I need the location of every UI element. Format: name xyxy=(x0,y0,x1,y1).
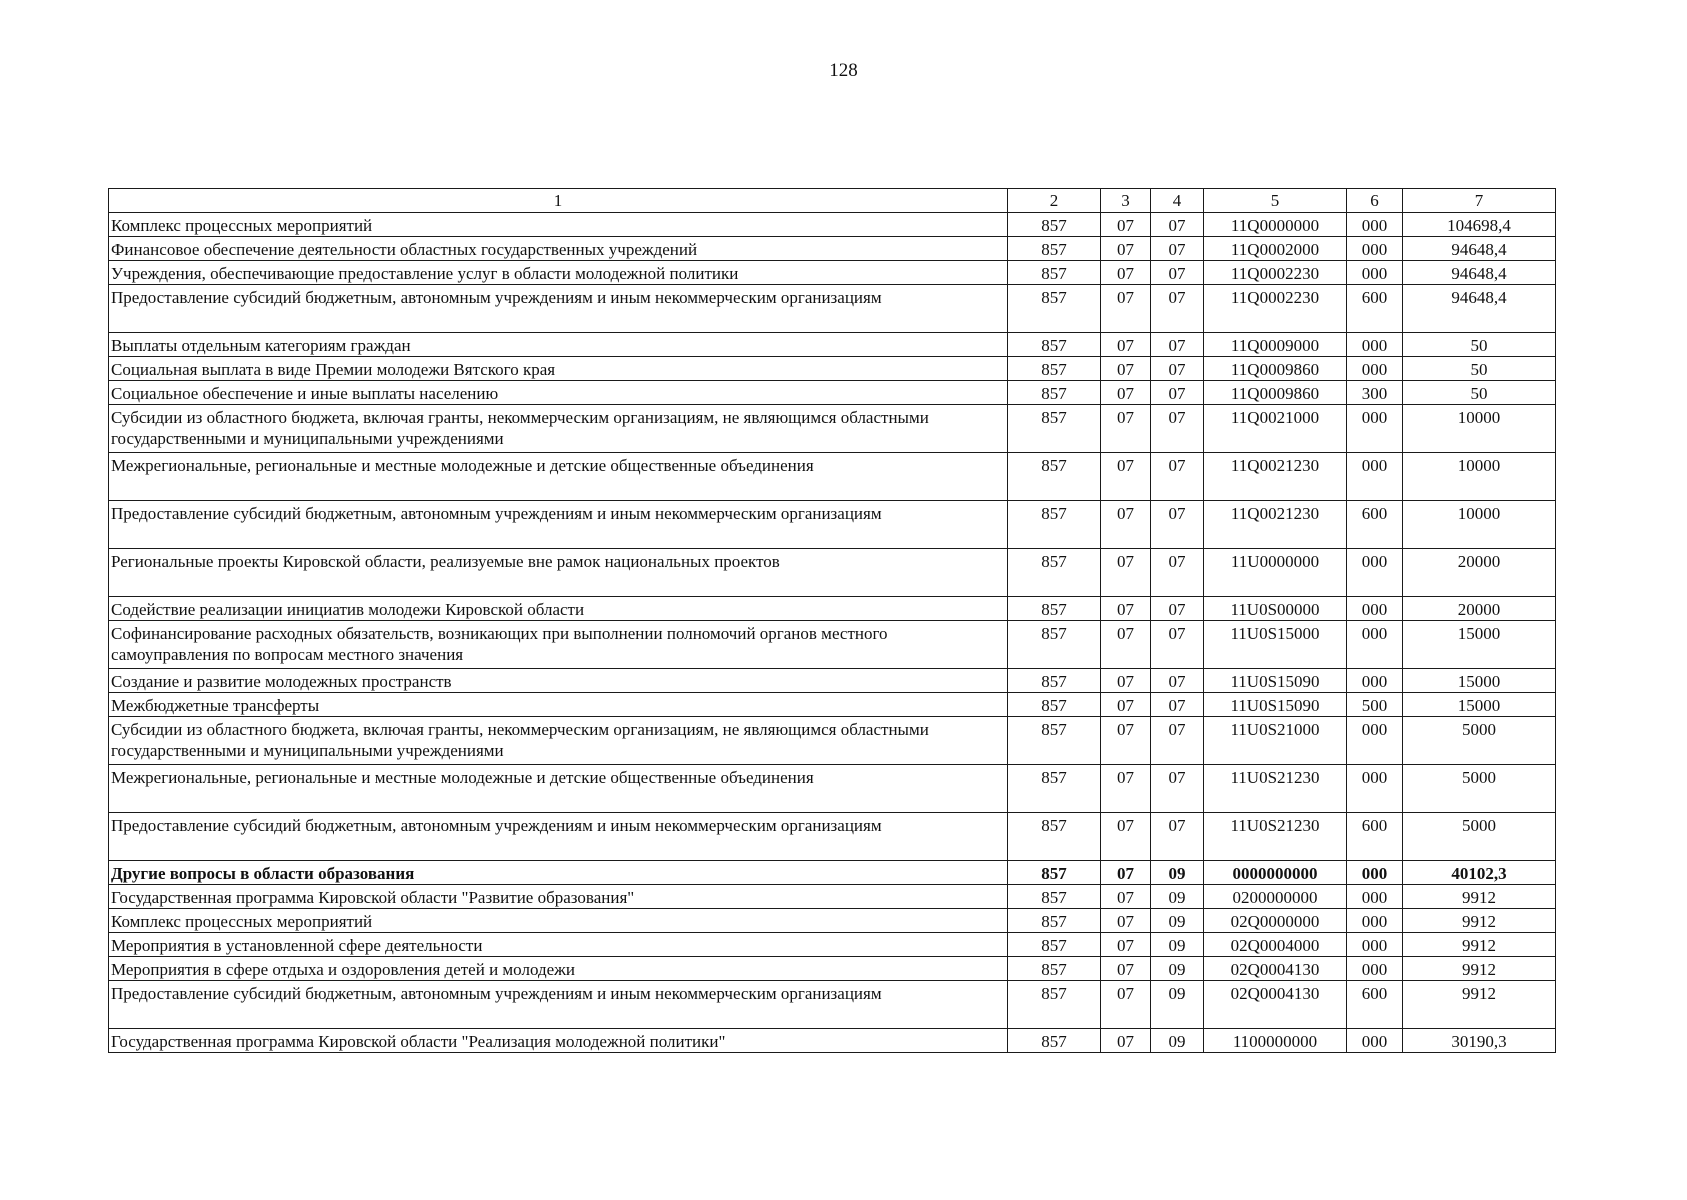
section-cell: 07 xyxy=(1101,765,1151,813)
subsection-cell: 07 xyxy=(1151,285,1204,333)
owner-code-cell: 857 xyxy=(1008,933,1101,957)
owner-code-cell: 857 xyxy=(1008,501,1101,549)
owner-code-cell: 857 xyxy=(1008,285,1101,333)
subsection-cell: 07 xyxy=(1151,669,1204,693)
section-cell: 07 xyxy=(1101,957,1151,981)
table-row xyxy=(109,813,1556,861)
row-name-cell: Социальная выплата в виде Премии молодежи Вятского края xyxy=(109,357,1008,381)
table-row xyxy=(109,285,1556,333)
target-article-cell: 02Q0004130 xyxy=(1204,957,1347,981)
header-col-6: 6 xyxy=(1347,189,1403,213)
expense-type-cell: 000 xyxy=(1347,909,1403,933)
amount-cell: 40102,3 xyxy=(1403,861,1556,885)
header-row xyxy=(109,189,1556,213)
row-name-cell: Финансовое обеспечение деятельности областных государственных учреждений xyxy=(109,237,1008,261)
owner-code-cell: 857 xyxy=(1008,885,1101,909)
header-col-3: 3 xyxy=(1101,189,1151,213)
amount-cell: 10000 xyxy=(1403,453,1556,501)
row-name-cell: Социальное обеспечение и иные выплаты населению xyxy=(109,381,1008,405)
row-name-cell: Другие вопросы в области образования xyxy=(109,861,1008,885)
amount-cell: 10000 xyxy=(1403,405,1556,453)
table-row xyxy=(109,981,1556,1029)
target-article-cell: 11U0S21000 xyxy=(1204,717,1347,765)
target-article-cell: 0200000000 xyxy=(1204,885,1347,909)
owner-code-cell: 857 xyxy=(1008,381,1101,405)
target-article-cell: 11Q0009860 xyxy=(1204,381,1347,405)
subsection-cell: 07 xyxy=(1151,597,1204,621)
amount-cell: 50 xyxy=(1403,333,1556,357)
amount-cell: 94648,4 xyxy=(1403,261,1556,285)
section-cell: 07 xyxy=(1101,861,1151,885)
expense-type-cell: 600 xyxy=(1347,285,1403,333)
amount-cell: 9912 xyxy=(1403,957,1556,981)
subsection-cell: 09 xyxy=(1151,957,1204,981)
expense-type-cell: 000 xyxy=(1347,621,1403,669)
table-row xyxy=(109,357,1556,381)
expense-type-cell: 000 xyxy=(1347,885,1403,909)
section-cell: 07 xyxy=(1101,213,1151,237)
subsection-cell: 07 xyxy=(1151,813,1204,861)
amount-cell: 5000 xyxy=(1403,717,1556,765)
table-body xyxy=(109,213,1556,1053)
expense-type-cell: 600 xyxy=(1347,501,1403,549)
expense-type-cell: 000 xyxy=(1347,861,1403,885)
section-cell: 07 xyxy=(1101,1029,1151,1053)
target-article-cell: 11U0S00000 xyxy=(1204,597,1347,621)
row-name-cell: Предоставление субсидий бюджетным, автономным учреждениям и иным некоммерческим организациям xyxy=(109,813,1008,861)
target-article-cell: 11U0S21230 xyxy=(1204,813,1347,861)
section-cell: 07 xyxy=(1101,405,1151,453)
section-cell: 07 xyxy=(1101,621,1151,669)
subsection-cell: 09 xyxy=(1151,933,1204,957)
row-name-cell: Межрегиональные, региональные и местные молодежные и детские общественные объединения xyxy=(109,765,1008,813)
target-article-cell: 02Q0004000 xyxy=(1204,933,1347,957)
expense-type-cell: 000 xyxy=(1347,405,1403,453)
subsection-cell: 07 xyxy=(1151,261,1204,285)
row-name-cell: Содействие реализации инициатив молодежи Кировской области xyxy=(109,597,1008,621)
subsection-cell: 07 xyxy=(1151,381,1204,405)
subsection-cell: 07 xyxy=(1151,501,1204,549)
section-cell: 07 xyxy=(1101,237,1151,261)
table-row xyxy=(109,237,1556,261)
target-article-cell: 11Q0009000 xyxy=(1204,333,1347,357)
expense-type-cell: 000 xyxy=(1347,333,1403,357)
section-cell: 07 xyxy=(1101,501,1151,549)
owner-code-cell: 857 xyxy=(1008,669,1101,693)
row-name-cell: Государственная программа Кировской области "Развитие образования" xyxy=(109,885,1008,909)
owner-code-cell: 857 xyxy=(1008,597,1101,621)
owner-code-cell: 857 xyxy=(1008,549,1101,597)
section-cell: 07 xyxy=(1101,453,1151,501)
expense-type-cell: 000 xyxy=(1347,765,1403,813)
section-cell: 07 xyxy=(1101,933,1151,957)
section-cell: 07 xyxy=(1101,285,1151,333)
amount-cell: 5000 xyxy=(1403,765,1556,813)
subsection-cell: 09 xyxy=(1151,1029,1204,1053)
section-cell: 07 xyxy=(1101,885,1151,909)
subsection-cell: 07 xyxy=(1151,405,1204,453)
amount-cell: 9912 xyxy=(1403,933,1556,957)
expense-type-cell: 000 xyxy=(1347,597,1403,621)
row-name-cell: Межрегиональные, региональные и местные молодежные и детские общественные объединения xyxy=(109,453,1008,501)
target-article-cell: 02Q0000000 xyxy=(1204,909,1347,933)
table-row xyxy=(109,621,1556,669)
amount-cell: 94648,4 xyxy=(1403,237,1556,261)
table-row xyxy=(109,669,1556,693)
target-article-cell: 11U0S21230 xyxy=(1204,765,1347,813)
owner-code-cell: 857 xyxy=(1008,357,1101,381)
expense-type-cell: 000 xyxy=(1347,261,1403,285)
amount-cell: 50 xyxy=(1403,381,1556,405)
owner-code-cell: 857 xyxy=(1008,813,1101,861)
table-row xyxy=(109,693,1556,717)
subsection-cell: 09 xyxy=(1151,861,1204,885)
target-article-cell: 11U0S15090 xyxy=(1204,693,1347,717)
expense-type-cell: 300 xyxy=(1347,381,1403,405)
row-name-cell: Комплекс процессных мероприятий xyxy=(109,213,1008,237)
section-cell: 07 xyxy=(1101,909,1151,933)
expense-type-cell: 000 xyxy=(1347,933,1403,957)
amount-cell: 15000 xyxy=(1403,621,1556,669)
expense-type-cell: 000 xyxy=(1347,213,1403,237)
row-name-cell: Выплаты отдельным категориям граждан xyxy=(109,333,1008,357)
amount-cell: 94648,4 xyxy=(1403,285,1556,333)
table-row xyxy=(109,933,1556,957)
budget-table xyxy=(108,188,1556,1053)
owner-code-cell: 857 xyxy=(1008,213,1101,237)
table-row xyxy=(109,549,1556,597)
subsection-cell: 09 xyxy=(1151,909,1204,933)
table-row xyxy=(109,1029,1556,1053)
subsection-cell: 07 xyxy=(1151,237,1204,261)
section-cell: 07 xyxy=(1101,693,1151,717)
table-row xyxy=(109,213,1556,237)
target-article-cell: 11U0S15090 xyxy=(1204,669,1347,693)
row-name-cell: Межбюджетные трансферты xyxy=(109,693,1008,717)
owner-code-cell: 857 xyxy=(1008,981,1101,1029)
section-cell: 07 xyxy=(1101,981,1151,1029)
expense-type-cell: 000 xyxy=(1347,1029,1403,1053)
row-name-cell: Мероприятия в сфере отдыха и оздоровления детей и молодежи xyxy=(109,957,1008,981)
amount-cell: 20000 xyxy=(1403,597,1556,621)
expense-type-cell: 000 xyxy=(1347,669,1403,693)
target-article-cell: 11Q0021230 xyxy=(1204,453,1347,501)
amount-cell: 15000 xyxy=(1403,669,1556,693)
table-row xyxy=(109,597,1556,621)
header-col-4: 4 xyxy=(1151,189,1204,213)
header-col-7: 7 xyxy=(1403,189,1556,213)
owner-code-cell: 857 xyxy=(1008,621,1101,669)
amount-cell: 10000 xyxy=(1403,501,1556,549)
table-row xyxy=(109,717,1556,765)
table-row xyxy=(109,885,1556,909)
budget-table-container xyxy=(108,188,1556,1053)
subsection-cell: 07 xyxy=(1151,357,1204,381)
owner-code-cell: 857 xyxy=(1008,405,1101,453)
target-article-cell: 11Q0009860 xyxy=(1204,357,1347,381)
section-cell: 07 xyxy=(1101,357,1151,381)
section-cell: 07 xyxy=(1101,717,1151,765)
table-row xyxy=(109,909,1556,933)
target-article-cell: 11U0000000 xyxy=(1204,549,1347,597)
owner-code-cell: 857 xyxy=(1008,261,1101,285)
header-col-2: 2 xyxy=(1008,189,1101,213)
target-article-cell: 02Q0004130 xyxy=(1204,981,1347,1029)
table-row xyxy=(109,381,1556,405)
subsection-cell: 07 xyxy=(1151,621,1204,669)
owner-code-cell: 857 xyxy=(1008,237,1101,261)
target-article-cell: 11Q0021000 xyxy=(1204,405,1347,453)
expense-type-cell: 000 xyxy=(1347,717,1403,765)
row-name-cell: Мероприятия в установленной сфере деятельности xyxy=(109,933,1008,957)
section-cell: 07 xyxy=(1101,549,1151,597)
target-article-cell: 11Q0002000 xyxy=(1204,237,1347,261)
subsection-cell: 07 xyxy=(1151,717,1204,765)
owner-code-cell: 857 xyxy=(1008,765,1101,813)
subsection-cell: 09 xyxy=(1151,885,1204,909)
subsection-cell: 07 xyxy=(1151,333,1204,357)
row-name-cell: Создание и развитие молодежных пространств xyxy=(109,669,1008,693)
table-row xyxy=(109,261,1556,285)
amount-cell: 20000 xyxy=(1403,549,1556,597)
owner-code-cell: 857 xyxy=(1008,717,1101,765)
amount-cell: 9912 xyxy=(1403,909,1556,933)
expense-type-cell: 000 xyxy=(1347,549,1403,597)
table-row xyxy=(109,501,1556,549)
expense-type-cell: 000 xyxy=(1347,237,1403,261)
owner-code-cell: 857 xyxy=(1008,957,1101,981)
subsection-cell: 07 xyxy=(1151,453,1204,501)
row-name-cell: Софинансирование расходных обязательств, возникающих при выполнении полномочий органов местного самоуправления по вопросам местного значения xyxy=(109,621,1008,669)
table-row xyxy=(109,333,1556,357)
row-name-cell: Субсидии из областного бюджета, включая гранты, некоммерческим организациям, не являющимся областными государственными и муниципальными учреждениями xyxy=(109,405,1008,453)
row-name-cell: Предоставление субсидий бюджетным, автономным учреждениям и иным некоммерческим организациям xyxy=(109,501,1008,549)
row-name-cell: Комплекс процессных мероприятий xyxy=(109,909,1008,933)
owner-code-cell: 857 xyxy=(1008,693,1101,717)
amount-cell: 9912 xyxy=(1403,981,1556,1029)
table-row xyxy=(109,453,1556,501)
amount-cell: 5000 xyxy=(1403,813,1556,861)
expense-type-cell: 600 xyxy=(1347,813,1403,861)
header-col-5: 5 xyxy=(1204,189,1347,213)
expense-type-cell: 500 xyxy=(1347,693,1403,717)
owner-code-cell: 857 xyxy=(1008,861,1101,885)
amount-cell: 50 xyxy=(1403,357,1556,381)
expense-type-cell: 000 xyxy=(1347,357,1403,381)
amount-cell: 30190,3 xyxy=(1403,1029,1556,1053)
section-cell: 07 xyxy=(1101,813,1151,861)
expense-type-cell: 600 xyxy=(1347,981,1403,1029)
target-article-cell: 11Q0002230 xyxy=(1204,285,1347,333)
section-cell: 07 xyxy=(1101,261,1151,285)
header-col-1: 1 xyxy=(109,189,1008,213)
target-article-cell: 11Q0002230 xyxy=(1204,261,1347,285)
target-article-cell: 11Q0000000 xyxy=(1204,213,1347,237)
target-article-cell: 1100000000 xyxy=(1204,1029,1347,1053)
target-article-cell: 11Q0021230 xyxy=(1204,501,1347,549)
target-article-cell: 11U0S15000 xyxy=(1204,621,1347,669)
table-header xyxy=(109,189,1556,213)
subsection-cell: 07 xyxy=(1151,549,1204,597)
owner-code-cell: 857 xyxy=(1008,453,1101,501)
amount-cell: 15000 xyxy=(1403,693,1556,717)
table-row xyxy=(109,405,1556,453)
row-name-cell: Региональные проекты Кировской области, реализуемые вне рамок национальных проектов xyxy=(109,549,1008,597)
section-cell: 07 xyxy=(1101,381,1151,405)
subsection-cell: 09 xyxy=(1151,981,1204,1029)
row-name-cell: Государственная программа Кировской области "Реализация молодежной политики" xyxy=(109,1029,1008,1053)
subsection-cell: 07 xyxy=(1151,693,1204,717)
row-name-cell: Учреждения, обеспечивающие предоставление услуг в области молодежной политики xyxy=(109,261,1008,285)
section-cell: 07 xyxy=(1101,333,1151,357)
section-cell: 07 xyxy=(1101,597,1151,621)
amount-cell: 104698,4 xyxy=(1403,213,1556,237)
owner-code-cell: 857 xyxy=(1008,1029,1101,1053)
expense-type-cell: 000 xyxy=(1347,957,1403,981)
owner-code-cell: 857 xyxy=(1008,909,1101,933)
subsection-cell: 07 xyxy=(1151,765,1204,813)
subsection-cell: 07 xyxy=(1151,213,1204,237)
target-article-cell: 0000000000 xyxy=(1204,861,1347,885)
table-row xyxy=(109,957,1556,981)
page-number: 128 xyxy=(829,60,858,81)
expense-type-cell: 000 xyxy=(1347,453,1403,501)
amount-cell: 9912 xyxy=(1403,885,1556,909)
table-row xyxy=(109,861,1556,885)
row-name-cell: Субсидии из областного бюджета, включая гранты, некоммерческим организациям, не являющимся областными государственными и муниципальными учреждениями xyxy=(109,717,1008,765)
row-name-cell: Предоставление субсидий бюджетным, автономным учреждениям и иным некоммерческим организациям xyxy=(109,981,1008,1029)
owner-code-cell: 857 xyxy=(1008,333,1101,357)
section-cell: 07 xyxy=(1101,669,1151,693)
table-row xyxy=(109,765,1556,813)
row-name-cell: Предоставление субсидий бюджетным, автономным учреждениям и иным некоммерческим организациям xyxy=(109,285,1008,333)
